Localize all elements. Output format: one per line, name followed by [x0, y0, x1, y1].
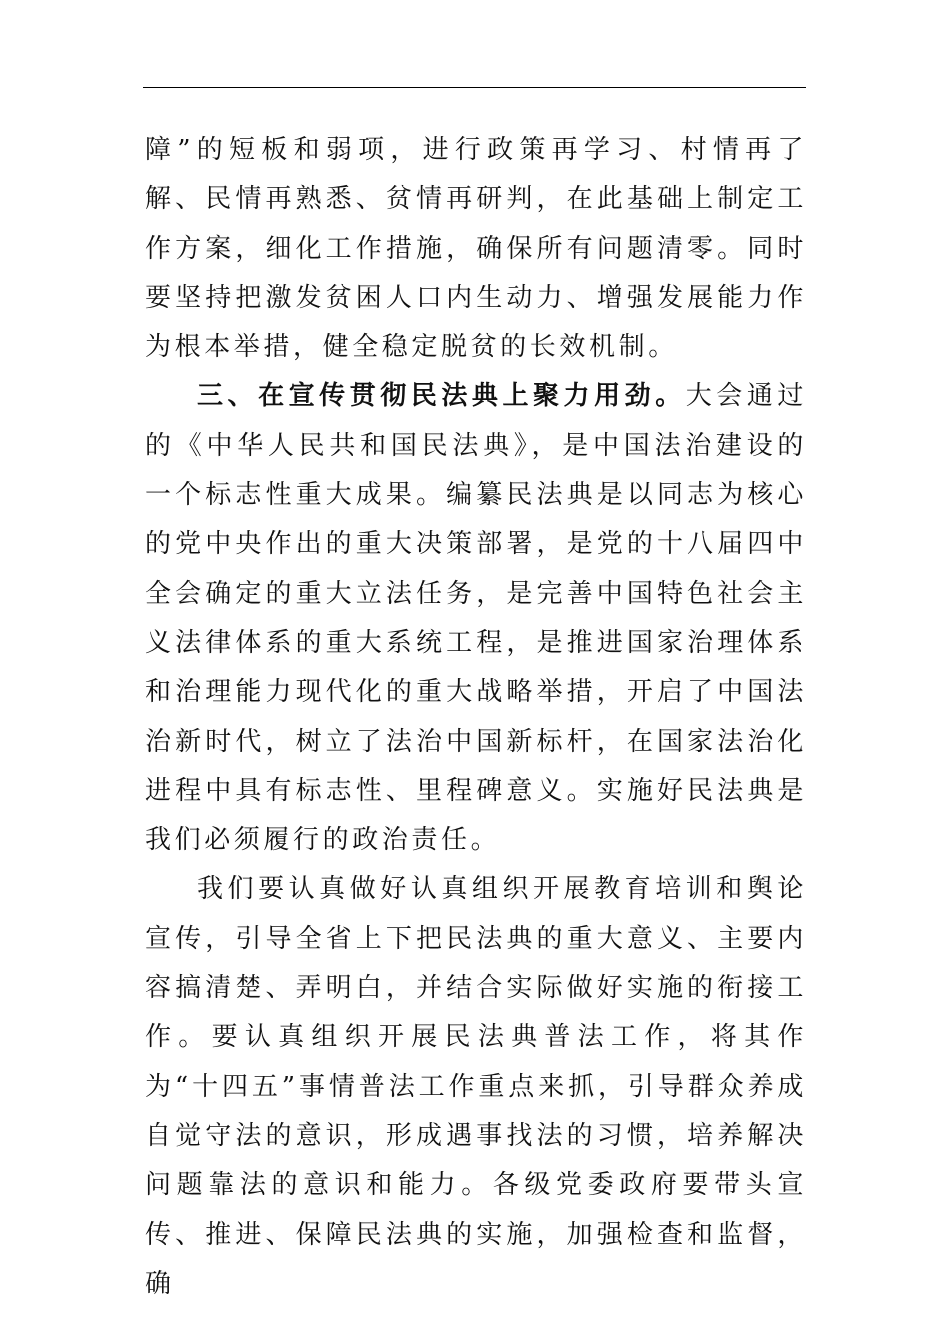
document-body [145, 126, 807, 1309]
paragraph-continued: 障”的短板和弱项，进行政策再学习、村情再了解、民情再熟悉、贫情再研判，在此基础上制定工作方案，细化工作措施，确保所有问题清零。同时要坚持把激发贫困人口内生动力、增强发展能力作为根本举措，健全稳定脱贫的长效机制。 [145, 135, 807, 363]
paragraph-implementation: 我们要认真做好认真组织开展教育培训和舆论宣传，引导全省上下把民法典的重大意义、主要内容搞清楚、弄明白，并结合实际做好实施的衔接工作。要认真组织开展民法典普法工作，将其作为“十四五”事情普法工作重点来抓，引导群众养成自觉守法的意识，形成遇事找法的习惯，培养解决问题靠法的意识和能力。各级党委政府要带头宣传、推进、保障民法典的实施，加强检查和监督，确 [145, 874, 807, 1299]
section-body-text: 大会通过的《中华人民共和国民法典》，是中国法治建设的一个标志性重大成果。编纂民法典是以同志为核心的党中央作出的重大决策部署，是党的十八届四中全会确定的重大立法任务，是完善中国特色社会主义法律体系的重大系统工程，是推进国家治理体系和治理能力现代化的重大战略举措，开启了中国法治新时代，树立了法治中国新标杆，在国家法治化进程中具有标志性、里程碑意义。实施好民法典是我们必须履行的政治责任。 [145, 381, 807, 856]
paragraph-section-three [145, 372, 807, 865]
section-heading: 三、在宣传贯彻民法典上聚力用劲。 [197, 381, 686, 412]
header-rule [143, 87, 806, 88]
